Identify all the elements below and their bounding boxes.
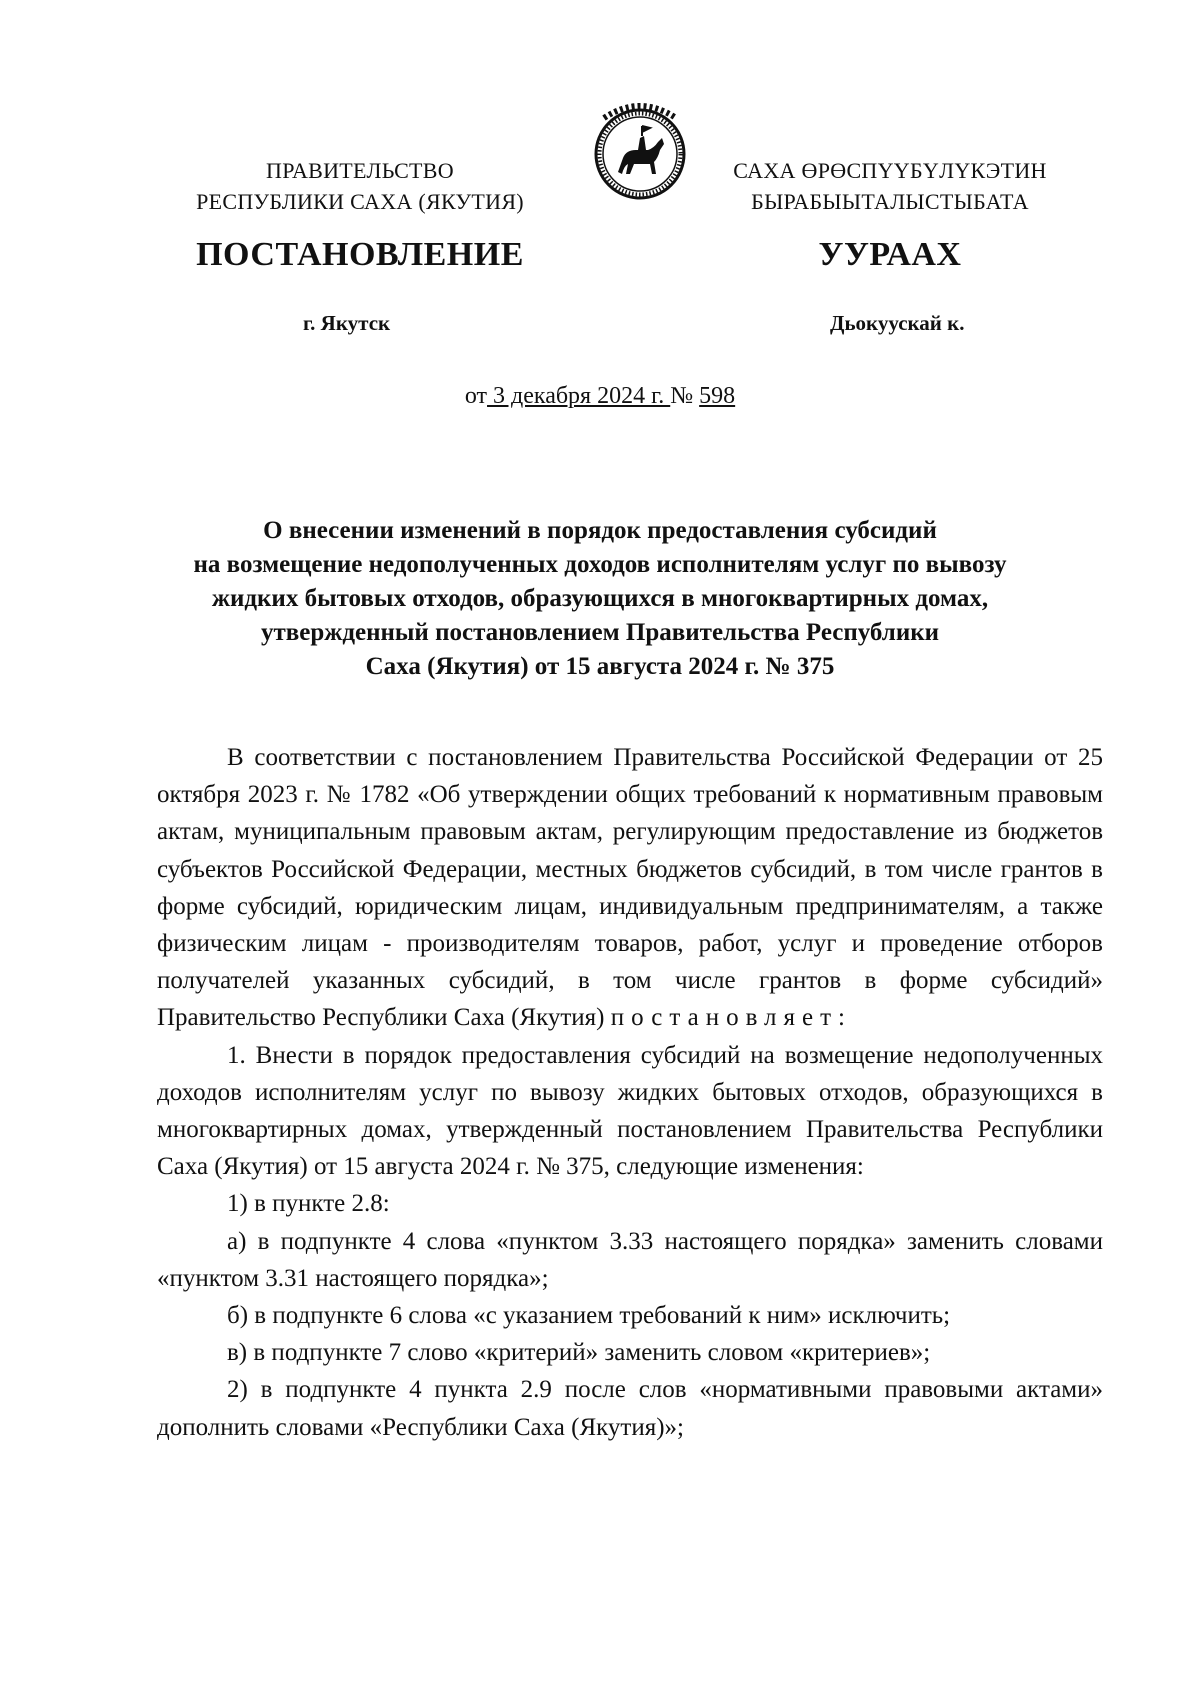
body-paragraph-preamble: В соответствии с постановлением Правительства Российской Федерации от 25 октября 2023 г. № 1782 «Об утверждении общих требований к нормативным правовым актам, муниципальным правовым актам, регулирующим предоставление из бюджетов субъектов Российской Федерации, местных бюджетов субсидий, в том числе грантов в форме субсидий, юридическим лицам, индивидуальным предпринимателям, а также физическим лицам - производителям товаров, работ, услуг и проведение отборов получателей указанных субсидий, в том числе грантов в форме субсидий» Правительство Республики Саха (Якутия) постановляет: [157, 744, 1103, 1032]
number-sign: № [670, 383, 700, 409]
title-postanovlenie: ПОСТАНОВЛЕНИЕ [196, 236, 524, 273]
city-dyokuuskay: Дьокуускай к. [830, 311, 965, 335]
header-right-line1: САХА ӨРӨСПҮҮБҮЛҮКЭТИН [733, 158, 1047, 183]
document-title-line: утвержденный постановлением Правительства Республики [260, 619, 940, 646]
document-title-line: Саха (Якутия) от 15 августа 2024 г. № 375 [365, 653, 835, 680]
body-paragraph-subitem-1: 1) в пункте 2.8: [227, 1190, 390, 1218]
header-left-line2: РЕСПУБЛИКИ САХА (ЯКУТИЯ) [196, 189, 524, 214]
city-yakutsk: г. Якутск [303, 311, 391, 335]
document-number: 598 [699, 383, 736, 409]
body-paragraph-item-1: 1. Внести в порядок предоставления субсидий на возмещение недополученных доходов исполнителям услуг по вывозу жидких бытовых отходов, образующихся в многоквартирных домах, утвержденный постановлением Правительства Республики Саха (Якутия) от 15 августа 2024 г. № 375, следующие изменения: [157, 1041, 1103, 1181]
header-right-line2: БЫРАБЫЫТАЛЫСТЫБАТА [751, 189, 1029, 214]
header-left-block [150, 155, 570, 217]
date-value: 3 декабря 2024 г. [487, 383, 671, 409]
body-paragraph-subitem-b: б) в подпункте 6 слова «с указанием требований к ним» исключить; [227, 1302, 951, 1330]
document-title-line: жидких бытовых отходов, образующихся в многоквартирных домах, [211, 585, 989, 612]
header-right-block [700, 155, 1080, 217]
body-paragraph-subitem-v: в) в подпункте 7 слово «критерий» заменить словом «критериев»; [227, 1339, 931, 1367]
body-paragraph-subitem-2: 2) в подпункте 4 пункта 2.9 после слов «нормативными правовыми актами» дополнить словами «Республики Саха (Якутия)»; [157, 1376, 1103, 1441]
date-prefix: от [464, 383, 488, 409]
title-uuraah: УУРААХ [818, 236, 962, 273]
body-paragraph-subitem-a: а) в подпункте 4 слова «пунктом 3.33 настоящего порядка» заменить словами «пунктом 3.31 настоящего порядка»; [157, 1227, 1103, 1292]
date-line [0, 383, 1200, 410]
coat-of-arms-icon [590, 92, 690, 208]
document-title-line: О внесении изменений в порядок предоставления субсидий [263, 517, 937, 544]
document-body [157, 739, 1103, 1446]
document-title-line: на возмещение недополученных доходов исполнителям услуг по вывозу [193, 551, 1007, 578]
decree-word: постановляет: [610, 1004, 852, 1032]
header-left-line1: ПРАВИТЕЛЬСТВО [266, 158, 454, 183]
document-title [140, 514, 1060, 684]
